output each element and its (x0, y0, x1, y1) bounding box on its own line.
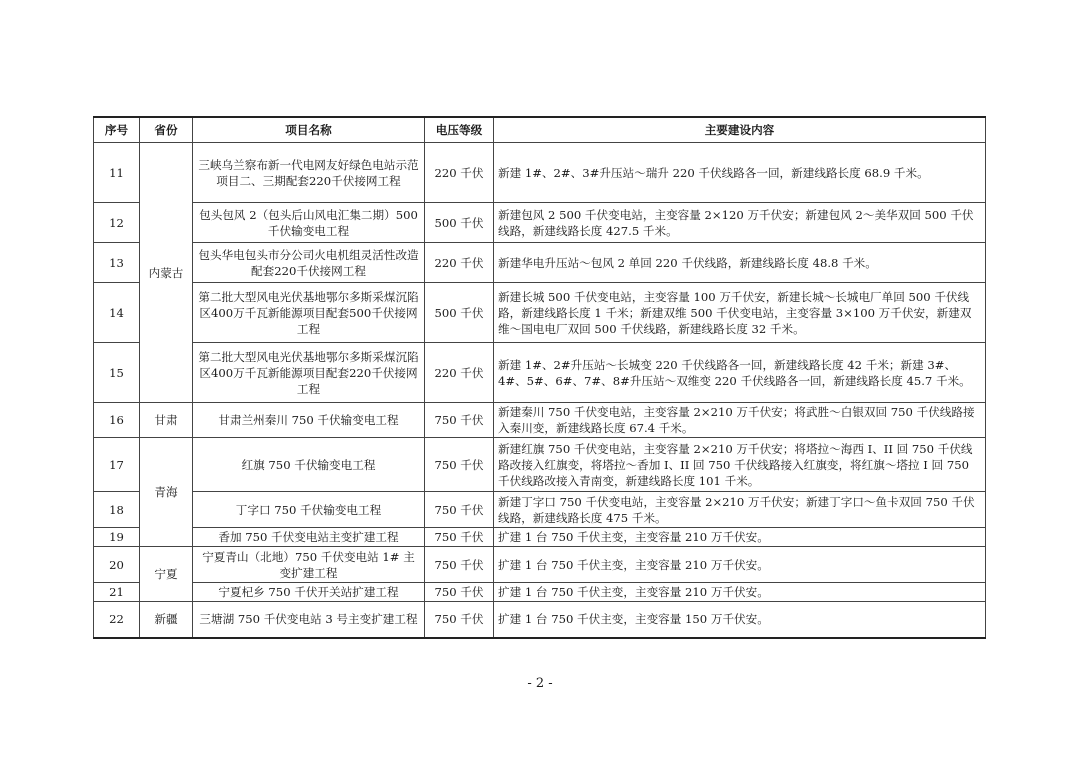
construction-content: 扩建 1 台 750 千伏主变，主变容量 150 万千伏安。 (494, 602, 986, 638)
project-name: 三峡乌兰察布新一代电网友好绿色电站示范项目二、三期配套220千伏接网工程 (193, 143, 425, 203)
project-name: 丁字口 750 千伏输变电工程 (193, 492, 425, 528)
voltage-level: 500 千伏 (425, 283, 494, 343)
row-no: 18 (94, 492, 140, 528)
row-no: 21 (94, 583, 140, 602)
row-no: 22 (94, 602, 140, 638)
table-row (94, 583, 986, 602)
table-row (94, 143, 986, 203)
project-name: 第二批大型风电光伏基地鄂尔多斯采煤沉陷区400万千瓦新能源项目配套500千伏接网工程 (193, 283, 425, 343)
header-content: 主要建设内容 (494, 117, 986, 143)
table-row (94, 203, 986, 243)
row-no: 14 (94, 283, 140, 343)
voltage-level: 750 千伏 (425, 492, 494, 528)
voltage-level: 220 千伏 (425, 143, 494, 203)
construction-content: 新建丁字口 750 千伏变电站，主变容量 2×210 万千伏安；新建丁字口～鱼卡双回 750 千伏线路，新建线路长度 475 千米。 (494, 492, 986, 528)
construction-content: 扩建 1 台 750 千伏主变，主变容量 210 万千伏安。 (494, 547, 986, 583)
project-name: 宁夏杞乡 750 千伏开关站扩建工程 (193, 583, 425, 602)
project-name: 香加 750 千伏变电站主变扩建工程 (193, 528, 425, 547)
page-number: - 2 - (527, 676, 553, 691)
row-no: 20 (94, 547, 140, 583)
table-row (94, 528, 986, 547)
province-cell: 新疆 (140, 602, 193, 638)
table-row (94, 547, 986, 583)
row-no: 13 (94, 243, 140, 283)
province-cell: 甘肃 (140, 403, 193, 438)
project-name: 包头包风 2（包头后山风电汇集二期）500 千伏输变电工程 (193, 203, 425, 243)
construction-content: 新建秦川 750 千伏变电站，主变容量 2×210 万千伏安；将武胜～白银双回 750 千伏线路接入秦川变，新建线路长度 67.4 千米。 (494, 403, 986, 438)
voltage-level: 750 千伏 (425, 438, 494, 492)
voltage-level: 750 千伏 (425, 547, 494, 583)
construction-content: 新建包风 2 500 千伏变电站，主变容量 2×120 万千伏安；新建包风 2～美华双回 500 千伏线路，新建线路长度 427.5 千米。 (494, 203, 986, 243)
table-row (94, 492, 986, 528)
row-no: 17 (94, 438, 140, 492)
construction-content: 扩建 1 台 750 千伏主变，主变容量 210 万千伏安。 (494, 583, 986, 602)
header-voltage: 电压等级 (425, 117, 494, 143)
header-no: 序号 (94, 117, 140, 143)
row-no: 12 (94, 203, 140, 243)
header-project-name: 项目名称 (193, 117, 425, 143)
construction-content: 新建长城 500 千伏变电站，主变容量 100 万千伏安，新建长城～长城电厂单回 500 千伏线路，新建线路长度 1 千米；新建双维 500 千伏变电站，主变容量 3×100 万千伏安，新建双维～国电电厂双回 500 千伏线路，新建线路长度 32 千米。 (494, 283, 986, 343)
project-name: 宁夏青山（北地）750 千伏变电站 1# 主变扩建工程 (193, 547, 425, 583)
table-row (94, 343, 986, 403)
table-row (94, 243, 986, 283)
project-name: 三塘湖 750 千伏变电站 3 号主变扩建工程 (193, 602, 425, 638)
project-name: 第二批大型风电光伏基地鄂尔多斯采煤沉陷区400万千瓦新能源项目配套220千伏接网工程 (193, 343, 425, 403)
province-cell: 内蒙古 (140, 143, 193, 403)
row-no: 11 (94, 143, 140, 203)
row-no: 16 (94, 403, 140, 438)
row-no: 15 (94, 343, 140, 403)
construction-content: 新建华电升压站～包风 2 单回 220 千伏线路，新建线路长度 48.8 千米。 (494, 243, 986, 283)
construction-content: 新建 1#、2#、3#升压站～瑞升 220 千伏线路各一回，新建线路长度 68.9 千米。 (494, 143, 986, 203)
province-cell: 青海 (140, 438, 193, 547)
construction-content: 新建红旗 750 千伏变电站，主变容量 2×210 万千伏安；将塔拉～海西 I、II 回 750 千伏线路改接入红旗变，将塔拉～香加 I、II 回 750 千伏线路接入红旗变，将红旗～塔拉 I 回 750 千伏线路改接入青南变，新建线路长度 101 千米。 (494, 438, 986, 492)
project-table (93, 116, 986, 639)
table-row (94, 602, 986, 638)
project-name: 红旗 750 千伏输变电工程 (193, 438, 425, 492)
province-cell: 宁夏 (140, 547, 193, 602)
table-row (94, 438, 986, 492)
project-name: 甘肃兰州秦川 750 千伏输变电工程 (193, 403, 425, 438)
construction-content: 新建 1#、2#升压站～长城变 220 千伏线路各一回，新建线路长度 42 千米；新建 3#、4#、5#、6#、7#、8#升压站～双维变 220 千伏线路各一回，新建线路长度 45.7 千米。 (494, 343, 986, 403)
voltage-level: 500 千伏 (425, 203, 494, 243)
table-row (94, 403, 986, 438)
voltage-level: 220 千伏 (425, 243, 494, 283)
table-header-row (94, 117, 986, 143)
voltage-level: 220 千伏 (425, 343, 494, 403)
voltage-level: 750 千伏 (425, 403, 494, 438)
project-name: 包头华电包头市分公司火电机组灵活性改造配套220千伏接网工程 (193, 243, 425, 283)
row-no: 19 (94, 528, 140, 547)
voltage-level: 750 千伏 (425, 583, 494, 602)
construction-content: 扩建 1 台 750 千伏主变，主变容量 210 万千伏安。 (494, 528, 986, 547)
voltage-level: 750 千伏 (425, 528, 494, 547)
voltage-level: 750 千伏 (425, 602, 494, 638)
table-row (94, 283, 986, 343)
header-province: 省份 (140, 117, 193, 143)
